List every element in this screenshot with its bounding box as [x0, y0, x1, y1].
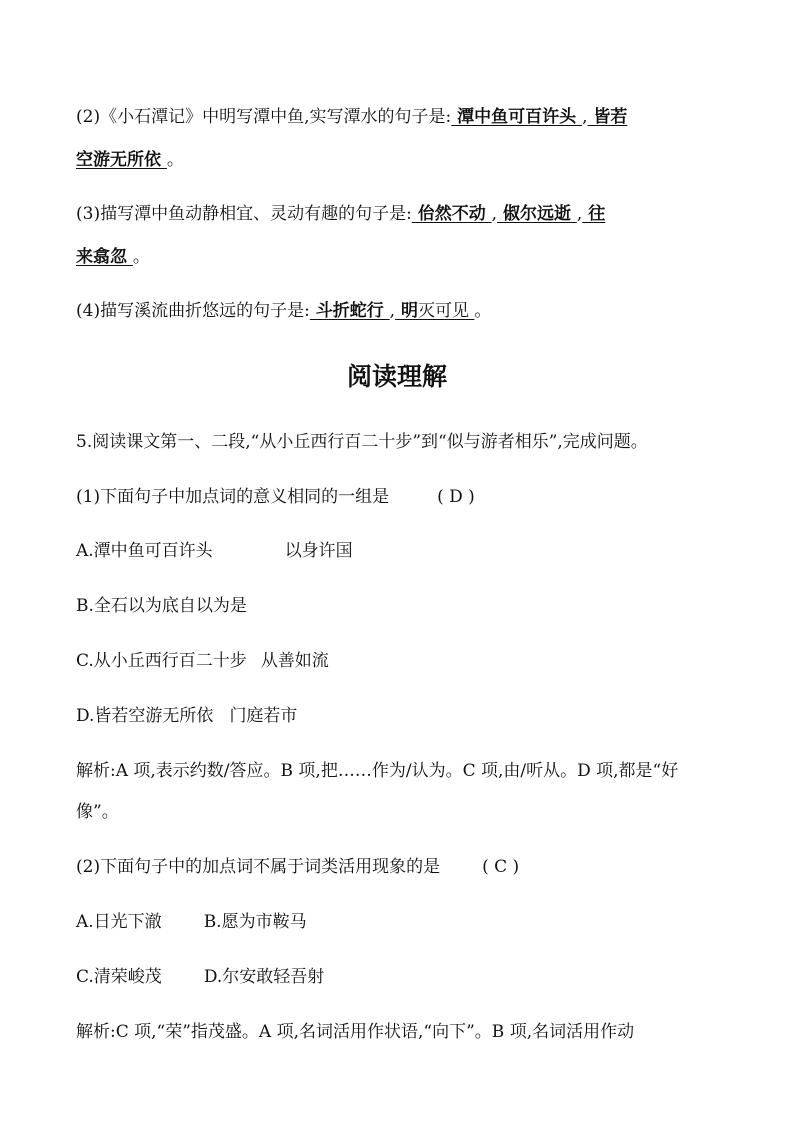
option-d-line	[76, 704, 297, 728]
q2-answer-2-start: 皆若	[587, 107, 628, 127]
option-d-text: D.皆若空游无所依	[76, 706, 214, 726]
option-a-text: A.潭中鱼可百许头	[76, 541, 213, 561]
q3-prefix: (3)描写潭中鱼动静相宜、灵动有趣的句子是:	[76, 204, 412, 224]
option-c-text: C.从小丘西行百二十步	[76, 651, 247, 671]
q4-answer-1: 斗折蛇行	[309, 301, 390, 321]
section-title: 阅读理解	[346, 362, 447, 391]
q2-end: 。	[166, 150, 184, 170]
q3-line-1	[76, 202, 605, 226]
q5-sub1-analysis-line-2: 像”。	[76, 802, 119, 822]
q5-sub1-answer: ( D )	[437, 487, 475, 507]
q5-sub1-analysis-line-1: 解析:A 项,表示约数/答应。B 项,把……作为/认为。C 项,由/听从。D 项,都是“好	[76, 761, 679, 781]
option-b-line	[76, 594, 247, 618]
q4-prefix: (4)描写溪流曲折悠远的句子是:	[76, 301, 310, 321]
q2-prefix: (2)《小石潭记》中明写潭中鱼,实写潭水的句子是:	[76, 107, 452, 127]
q5-sub2-answer: ( C )	[482, 857, 520, 877]
q2-answer-2-end: 空游无所依	[76, 150, 167, 170]
q5-sub1-stem: (1)下面句子中加点词的意义相同的一组是	[76, 487, 390, 507]
sub2-option-b: B.愿为市鞍马	[203, 912, 307, 932]
option-c-pair: 从善如流	[260, 651, 329, 671]
q3-end: 。	[132, 247, 150, 267]
option-b-text: B.全石以为底自以为是	[76, 596, 247, 616]
option-c-line	[76, 649, 329, 673]
q3-separator-1: ,	[491, 204, 498, 224]
sub2-options-cd	[76, 965, 324, 989]
sub2-options-ab	[76, 910, 307, 934]
q3-answer-2: 俶尔远逝	[497, 204, 577, 224]
q4-line-1	[76, 299, 491, 323]
q2-line-2	[76, 148, 184, 172]
q2-line-1	[76, 105, 627, 129]
q4-end: 。	[474, 301, 492, 321]
option-d-pair: 门庭若市	[229, 706, 298, 726]
q3-answer-1: 佁然不动	[411, 204, 492, 224]
q3-answer-3-start: 往	[582, 204, 606, 224]
option-a-pair: 以身许国	[284, 541, 353, 561]
q4-answer-2-normal: 灭可见	[417, 301, 475, 321]
sub2-option-a: A.日光下澈	[76, 912, 162, 932]
q2-answer-1: 潭中鱼可百许头	[451, 107, 583, 127]
q5-sub2-stem: (2)下面句子中的加点词不属于词类活用现象的是	[76, 857, 441, 877]
q5-sub2-analysis-line-1: 解析:C 项,“荣”指茂盛。A 项,名词活用作状语,“向下”。B 项,名词活用作动	[76, 1022, 635, 1042]
sub2-option-c: C.清荣峻茂	[76, 967, 162, 987]
q3-line-2	[76, 245, 150, 269]
q5-intro: 5.阅读课文第一、二段,“从小丘西行百二十步”到“似与游者相乐”,完成问题。	[76, 432, 648, 452]
q4-separator: ,	[389, 301, 396, 321]
q5-sub1-stem-line	[76, 485, 475, 509]
q3-answer-3-end: 来翕忽	[76, 247, 133, 267]
q4-answer-2-bold: 明	[395, 301, 418, 321]
option-a-line	[76, 539, 353, 563]
q3-separator-2: ,	[576, 204, 583, 224]
q5-sub2-stem-line	[76, 855, 519, 879]
sub2-option-d: D.尔安敢轻吾射	[203, 967, 325, 987]
q2-separator: ,	[582, 107, 588, 127]
